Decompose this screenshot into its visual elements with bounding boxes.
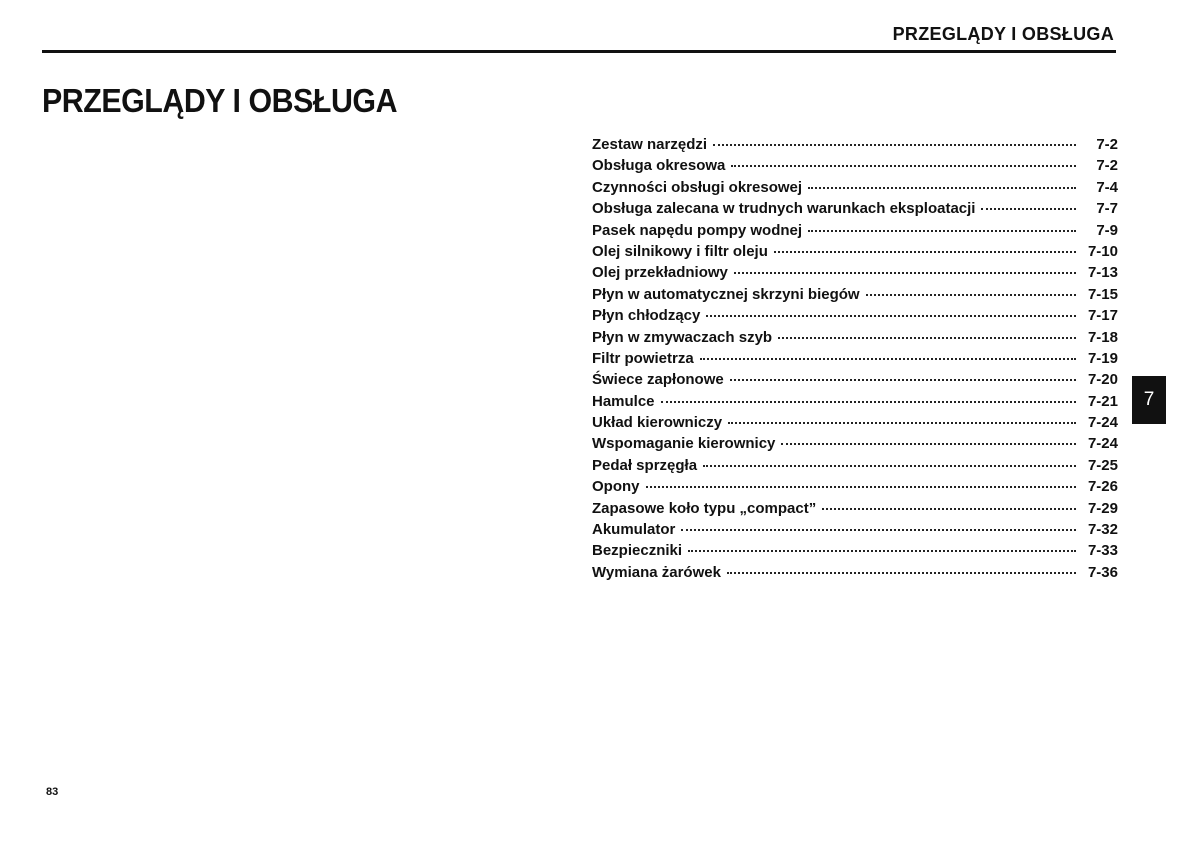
toc-item-label: Obsługa okresowa [592,157,726,175]
dot-leader [822,508,1076,510]
toc-item-label: Opony [592,478,640,496]
dot-leader [808,230,1076,232]
toc-item[interactable] [592,243,1118,264]
dot-leader [661,401,1076,403]
table-of-contents [592,136,1118,585]
toc-item-label: Wspomaganie kierownicy [592,435,776,453]
toc-item-label: Świece zapłonowe [592,371,724,389]
dot-leader [700,358,1076,360]
toc-item-page: 7-20 [1087,371,1118,389]
toc-item-page: 7-29 [1087,499,1118,517]
dot-leader [703,465,1076,467]
dot-leader [808,187,1076,189]
toc-item[interactable] [592,157,1118,178]
toc-item-page: 7-10 [1087,242,1118,260]
toc-item-page: 7-21 [1087,392,1118,410]
dot-leader [713,144,1076,146]
chapter-tab-number: 7 [1143,389,1155,410]
toc-item-label: Zestaw narzędzi [592,136,708,153]
chapter-title: PRZEGLĄDY I OBSŁUGA [42,82,398,119]
toc-item[interactable] [592,286,1118,307]
toc-item[interactable] [592,350,1118,371]
dot-leader [781,443,1076,445]
toc-item-label: Płyn w automatycznej skrzyni biegów [592,285,860,303]
toc-item[interactable] [592,457,1118,478]
toc-item-label: Układ kierowniczy [592,414,723,432]
toc-item-page: 7-4 [1096,178,1118,196]
dot-leader [734,272,1076,274]
toc-item-page: 7-15 [1087,285,1118,303]
dot-leader [774,251,1076,253]
toc-item-label: Filtr powietrza [592,349,694,367]
toc-item-label: Bezpieczniki [592,542,683,560]
dot-leader [646,486,1077,488]
toc-item-page: 7-32 [1087,521,1118,539]
toc-item[interactable] [592,542,1118,563]
toc-item-page: 7-33 [1087,542,1118,560]
toc-item-page: 7-9 [1096,221,1118,239]
dot-leader [981,208,1076,210]
toc-item[interactable] [592,521,1118,542]
toc-item[interactable] [592,393,1118,414]
toc-item[interactable] [592,564,1118,585]
toc-item-page: 7-17 [1087,307,1118,325]
toc-item-label: Pasek napędu pompy wodnej [592,221,803,239]
toc-item-label: Wymiana żarówek [592,563,721,581]
toc-item-label: Olej silnikowy i filtr oleju [592,242,768,260]
dot-leader [727,572,1076,574]
toc-item-page: 7-18 [1087,328,1118,346]
toc-item[interactable] [592,414,1118,435]
header-rule [42,50,1116,53]
toc-item-label: Płyn w zmywaczach szyb [592,328,773,346]
toc-item[interactable] [592,136,1118,157]
toc-item[interactable] [592,200,1118,221]
toc-item[interactable] [592,307,1118,328]
toc-item-label: Czynności obsługi okresowej [592,178,803,196]
toc-item[interactable] [592,478,1118,499]
toc-item[interactable] [592,179,1118,200]
toc-item-page: 7-13 [1087,264,1118,282]
toc-item-label: Zapasowe koło typu „compact” [592,499,817,517]
toc-item-label: Olej przekładniowy [592,264,728,282]
dot-leader [681,529,1076,531]
toc-item-label: Płyn chłodzący [592,307,701,325]
running-header: PRZEGLĄDY I OBSŁUGA [892,24,1114,44]
toc-item-page: 7-2 [1096,157,1118,175]
toc-item[interactable] [592,435,1118,456]
toc-item-label: Obsługa zalecana w trudnych warunkach eksploatacji [592,200,976,218]
toc-item-label: Akumulator [592,521,676,539]
toc-item[interactable] [592,329,1118,350]
toc-item-page: 7-24 [1087,435,1118,453]
toc-item-page: 7-2 [1096,136,1118,153]
dot-leader [688,550,1076,552]
dot-leader [728,422,1076,424]
toc-item-page: 7-36 [1087,563,1118,581]
dot-leader [866,294,1076,296]
chapter-tab[interactable] [1132,376,1166,424]
dot-leader [778,337,1076,339]
toc-item-page: 7-19 [1087,349,1118,367]
page-number: 83 [46,786,59,798]
toc-item-page: 7-24 [1087,414,1118,432]
dot-leader [731,165,1076,167]
dot-leader [706,315,1076,317]
toc-item-page: 7-26 [1087,478,1118,496]
toc-item-page: 7-25 [1087,456,1118,474]
toc-item[interactable] [592,500,1118,521]
toc-item-page: 7-7 [1096,200,1118,218]
toc-item-label: Hamulce [592,392,655,410]
dot-leader [730,379,1076,381]
toc-item[interactable] [592,222,1118,243]
toc-item[interactable] [592,371,1118,392]
toc-item-label: Pedał sprzęgła [592,456,698,474]
toc-item[interactable] [592,264,1118,285]
